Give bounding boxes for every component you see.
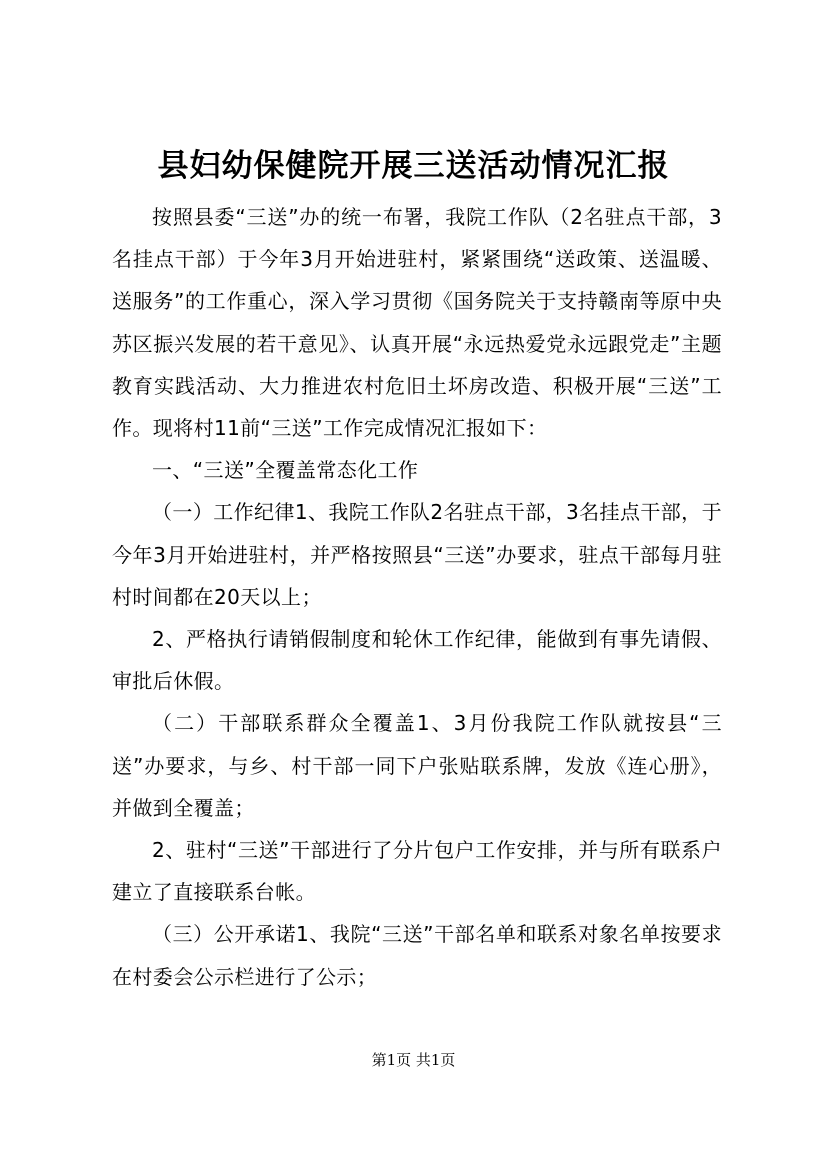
paragraph-cadre-contact: （二）干部联系群众全覆盖1、3月份我院工作队就按县“三送”办要求，与乡、村干部一同下户张贴联系牌，发放《连心册》，并做到全覆盖； xyxy=(112,711,722,820)
paragraph-public-commitment: （三）公开承诺1、我院“三送”干部名单和联系对象名单按要求在村委会公示栏进行了公示； xyxy=(112,922,722,989)
paragraph-work-discipline: （一）工作纪律1、我院工作队2名驻点干部，3名挂点干部，于今年3月开始进驻村，并严格按照县“三送”办要求，驻点干部每月驻村时间都在20天以上； xyxy=(112,500,722,609)
document-title: 县妇幼保健院开展三送活动情况汇报 xyxy=(157,148,670,184)
page-footer: 第1页 共1页 xyxy=(371,1051,456,1069)
document-body xyxy=(112,196,722,998)
paragraph-intro: 按照县委“三送”办的统一布署，我院工作队（2名驻点干部，3名挂点干部）于今年3月开始进驻村，紧紧围绕“送政策、送温暖、送服务”的工作重心，深入学习贯彻《国务院关于支持赣南等原中央苏区振兴发展的若干意见》、认真开展“永远热爱党永远跟党走”主题教育实践活动、大力推进农村危旧土坏房改造、积极开展“三送”工作。现将村11前“三送”工作完成情况汇报如下： xyxy=(112,205,722,441)
paragraph-household-assignment: 2、驻村“三送”干部进行了分片包户工作安排，并与所有联系户建立了直接联系台帐。 xyxy=(112,838,722,905)
paragraph-leave-system: 2、严格执行请销假制度和轮休工作纪律，能做到有事先请假、审批后休假。 xyxy=(112,627,722,694)
section-heading-1: 一、“三送”全覆盖常态化工作 xyxy=(152,458,419,483)
